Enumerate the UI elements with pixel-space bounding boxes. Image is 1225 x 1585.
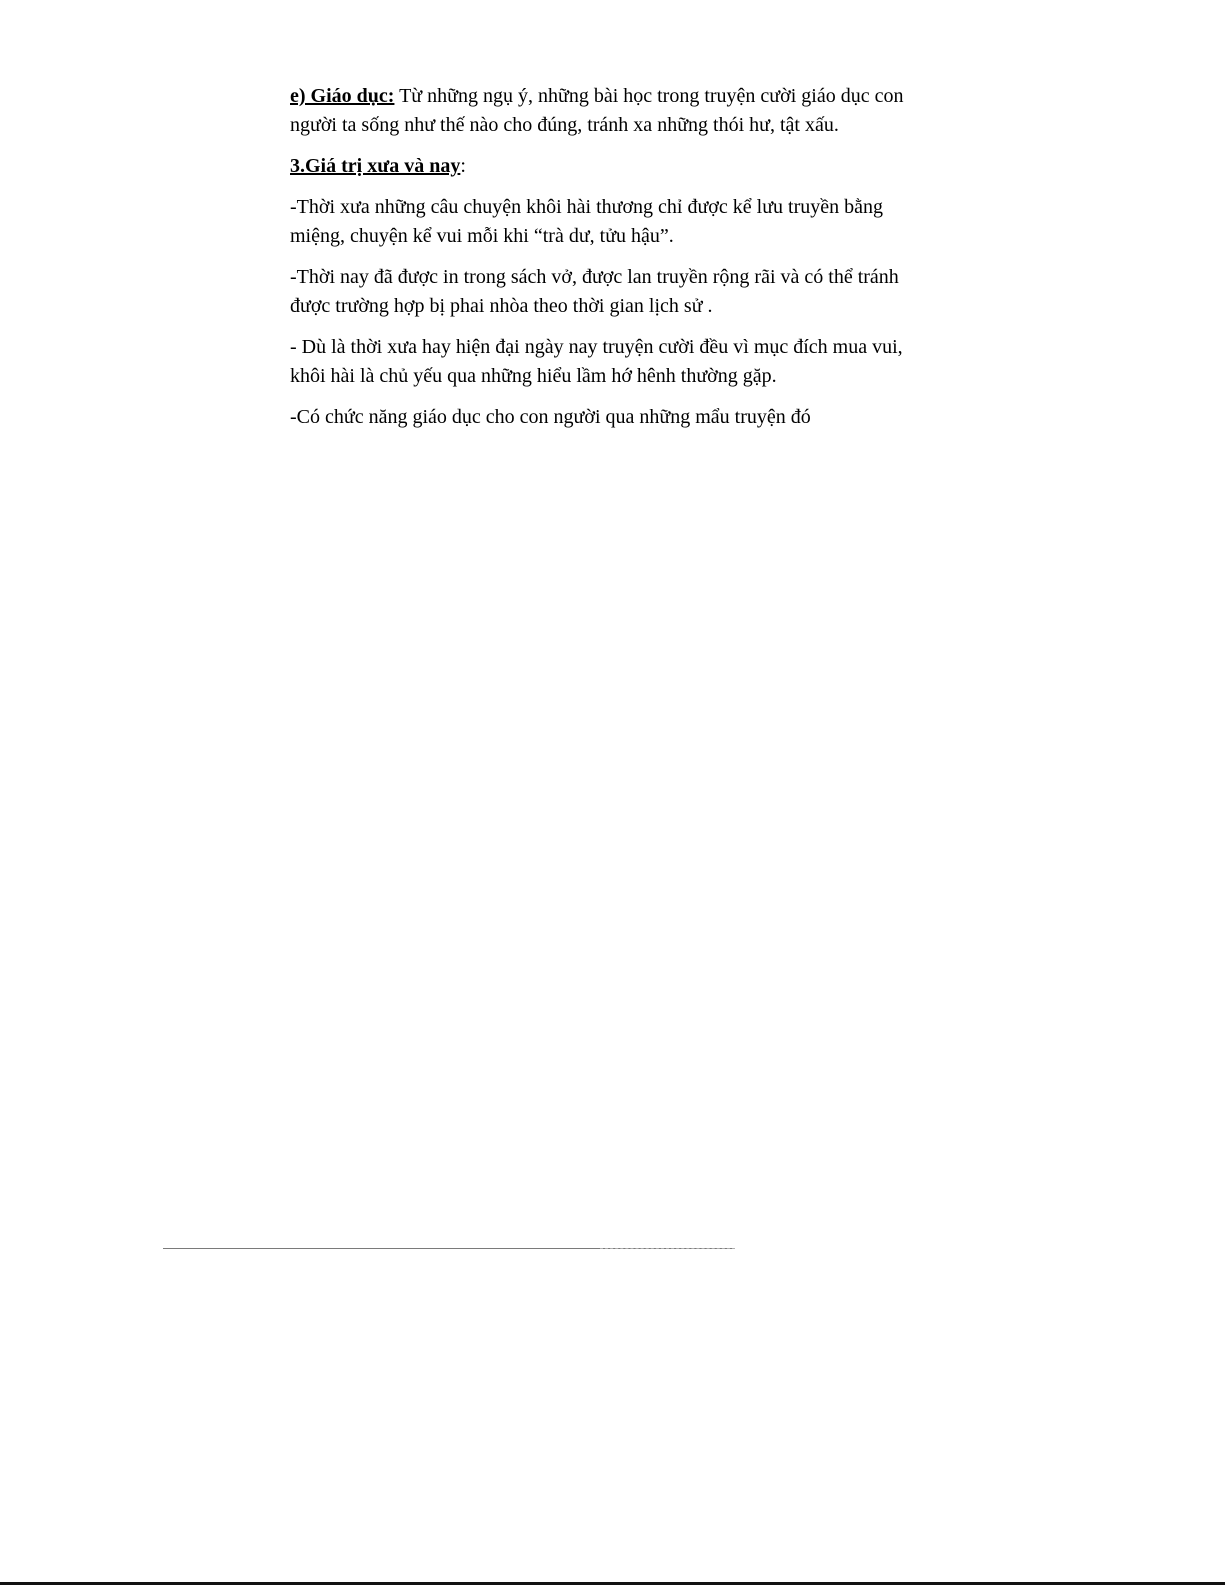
paragraph-line: -Thời nay đã được in trong sách vở, được lan truyền rộng rãi và có thể tránh bbox=[290, 266, 899, 288]
section-3-heading-paragraph bbox=[290, 152, 950, 181]
section-3-heading: 3.Giá trị xưa và nay bbox=[290, 155, 461, 177]
paragraph-education bbox=[290, 403, 950, 432]
section-e-line-1 bbox=[290, 82, 950, 111]
section-e-heading: e) Giáo dục: bbox=[290, 85, 395, 107]
paragraph-line: khôi hài là chủ yếu qua những hiểu lầm hớ hênh thường gặp. bbox=[290, 365, 777, 387]
paragraph-present bbox=[290, 263, 950, 321]
section-3-heading-suffix: : bbox=[460, 155, 466, 177]
paragraph-line: - Dù là thời xưa hay hiện đại ngày nay truyện cười đều vì mục đích mua vui, bbox=[290, 336, 903, 358]
paragraph-line: -Có chức năng giáo dục cho con người qua những mẩu truyện đó bbox=[290, 406, 811, 428]
section-e-paragraph bbox=[290, 82, 950, 140]
document-body bbox=[290, 82, 950, 444]
paragraph-line: được trường hợp bị phai nhòa theo thời gian lịch sử . bbox=[290, 295, 713, 317]
paragraph-purpose bbox=[290, 333, 950, 391]
paragraph-line: -Thời xưa những câu chuyện khôi hài thương chỉ được kể lưu truyền bằng bbox=[290, 196, 884, 218]
paragraph-line: miệng, chuyện kể vui mỗi khi “trà dư, tửu hậu”. bbox=[290, 225, 674, 247]
paragraph-past bbox=[290, 193, 950, 251]
section-e-text-1: Từ những ngụ ý, những bài học trong truyện cười giáo dục con bbox=[394, 85, 904, 107]
footnote-separator-faint bbox=[600, 1248, 735, 1249]
section-e-text-2: người ta sống như thế nào cho đúng, tránh xa những thói hư, tật xấu. bbox=[290, 114, 839, 136]
